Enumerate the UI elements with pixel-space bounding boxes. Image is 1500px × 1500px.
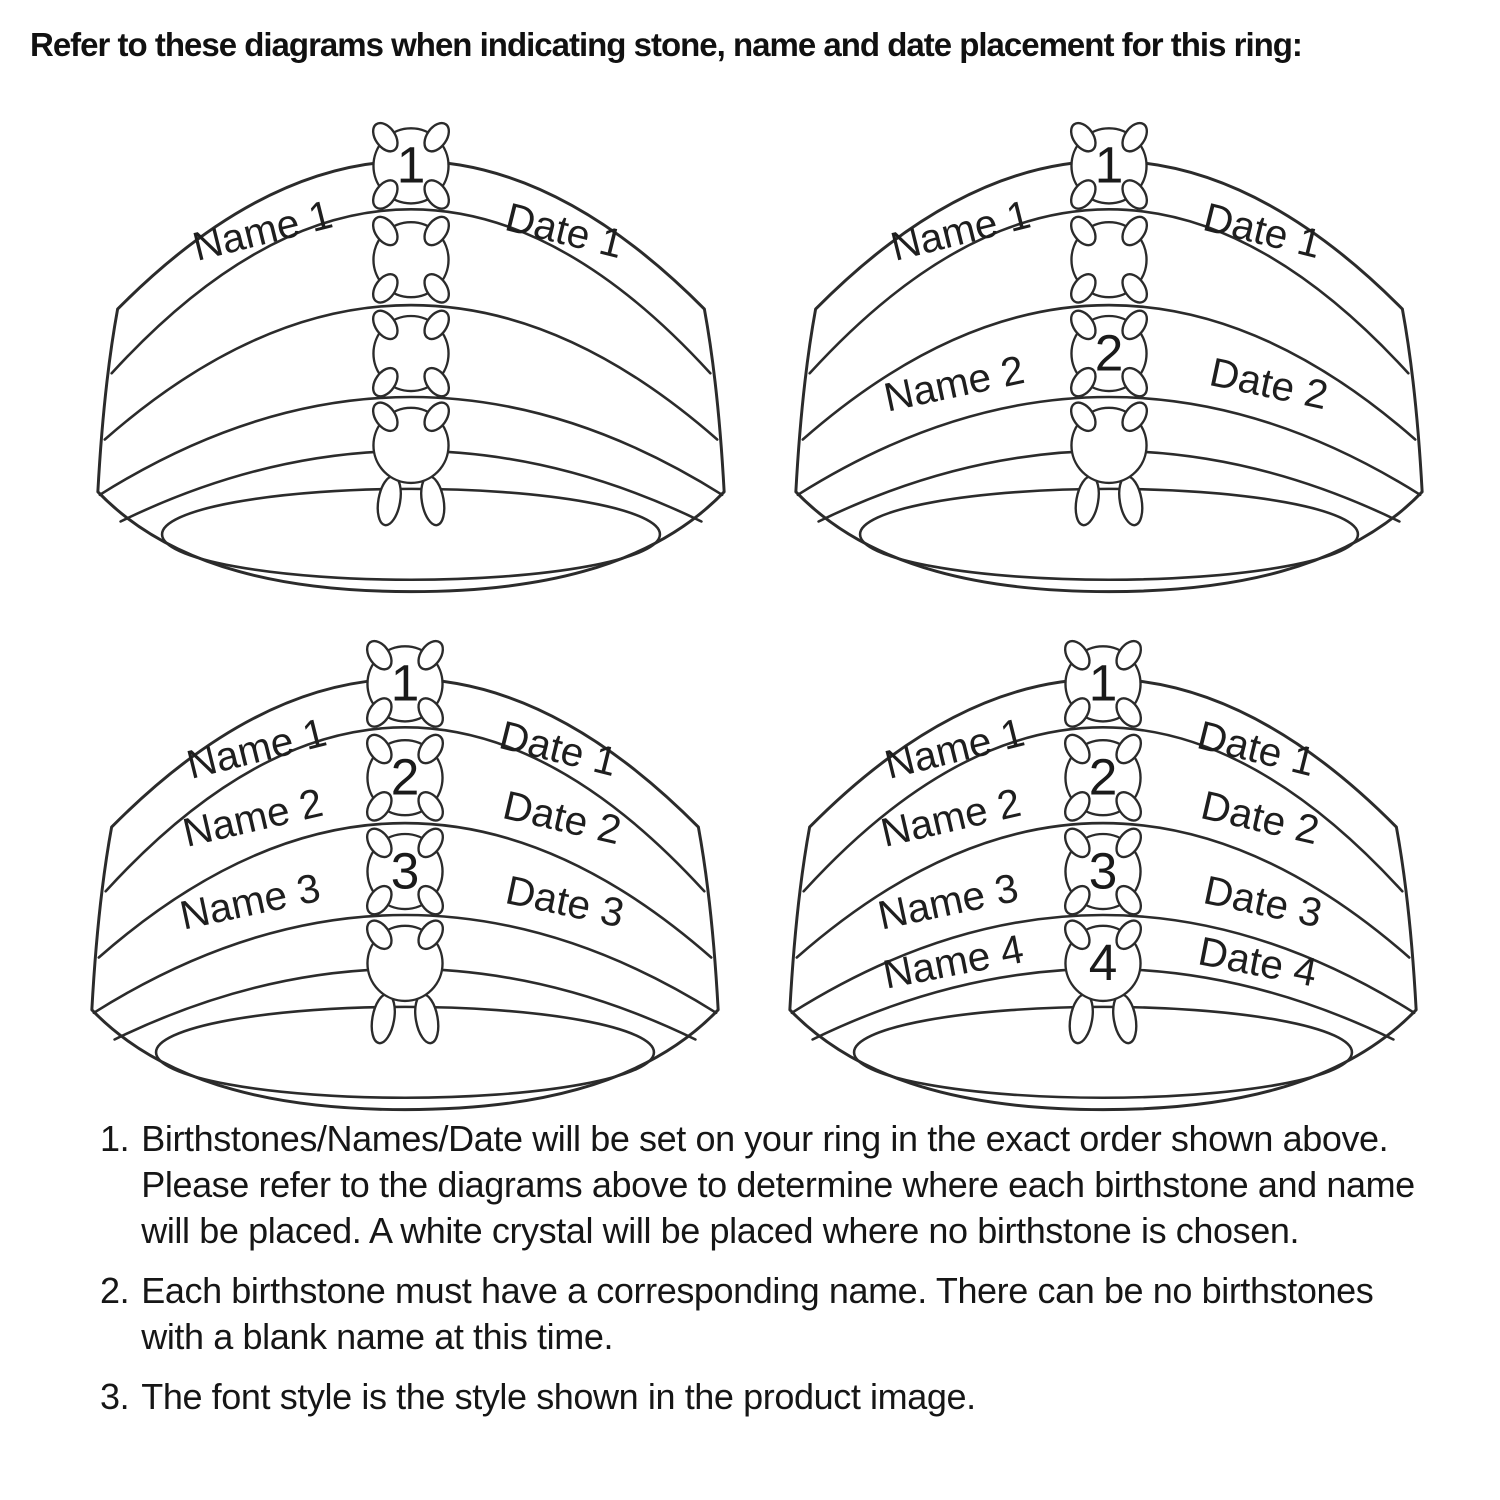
band-date-label: Date 4 <box>1194 927 1321 996</box>
band-name-label: Name 1 <box>880 708 1029 788</box>
band-date-label: Date 1 <box>501 193 628 268</box>
band-name-label: Name 1 <box>182 708 331 788</box>
ring-diagram-three-stone <box>79 590 731 1114</box>
instructions-list <box>100 1116 1430 1434</box>
band-name-label: Name 3 <box>873 864 1023 939</box>
stone-number: 1 <box>1094 136 1124 194</box>
stone-number: 3 <box>1088 842 1118 900</box>
band-name-label: Name 4 <box>879 925 1028 998</box>
ring-diagram-four-stone <box>777 590 1429 1114</box>
band-date-label: Date 2 <box>1205 348 1333 419</box>
band-name-label: Name 2 <box>876 779 1025 856</box>
stone-number: 4 <box>1088 934 1118 992</box>
instruction-number: 2. <box>100 1270 130 1311</box>
band-date-label: Date 3 <box>501 866 629 937</box>
page-title: Refer to these diagrams when indicating stone, name and date placement for this ring: <box>30 26 1302 63</box>
stone-number: 1 <box>1088 654 1118 712</box>
band-date-label: Date 1 <box>1193 711 1320 786</box>
stone-number: 3 <box>390 842 420 900</box>
instruction-number: 3. <box>100 1376 130 1417</box>
instruction-item-2 <box>100 1268 1430 1360</box>
band-date-label: Date 1 <box>495 711 622 786</box>
band-name-label: Name 2 <box>178 779 327 856</box>
ring-diagram-one-stone <box>85 72 737 596</box>
instruction-number: 1. <box>100 1118 130 1159</box>
instruction-text: The font style is the style shown in the product image. <box>141 1376 976 1417</box>
band-name-label: Name 2 <box>879 346 1029 421</box>
band-name-label: Name 1 <box>188 190 337 270</box>
ring-diagram-two-stone <box>783 72 1435 596</box>
stone-number: 2 <box>1088 748 1118 806</box>
band-date-label: Date 2 <box>1196 781 1324 854</box>
stone-number: 2 <box>1094 324 1124 382</box>
instruction-item-3 <box>100 1374 1430 1420</box>
stone-number: 2 <box>390 748 420 806</box>
stone-number: 1 <box>396 136 426 194</box>
band-date-label: Date 2 <box>498 781 626 854</box>
band-name-label: Name 1 <box>886 190 1035 270</box>
instruction-text: Each birthstone must have a corresponding name. There can be no birthstones with a blank name at this time. <box>141 1270 1374 1357</box>
instruction-item-1 <box>100 1116 1430 1254</box>
band-date-label: Date 3 <box>1199 866 1327 937</box>
stone-number: 1 <box>390 654 420 712</box>
band-name-label: Name 3 <box>175 864 325 939</box>
band-date-label: Date 1 <box>1199 193 1326 268</box>
instruction-text: Birthstones/Names/Date will be set on your ring in the exact order shown above. Please refer to the diagrams above to determine where each birthstone and name will be placed. A white crystal will be placed where no birthstone is chosen. <box>141 1118 1415 1251</box>
